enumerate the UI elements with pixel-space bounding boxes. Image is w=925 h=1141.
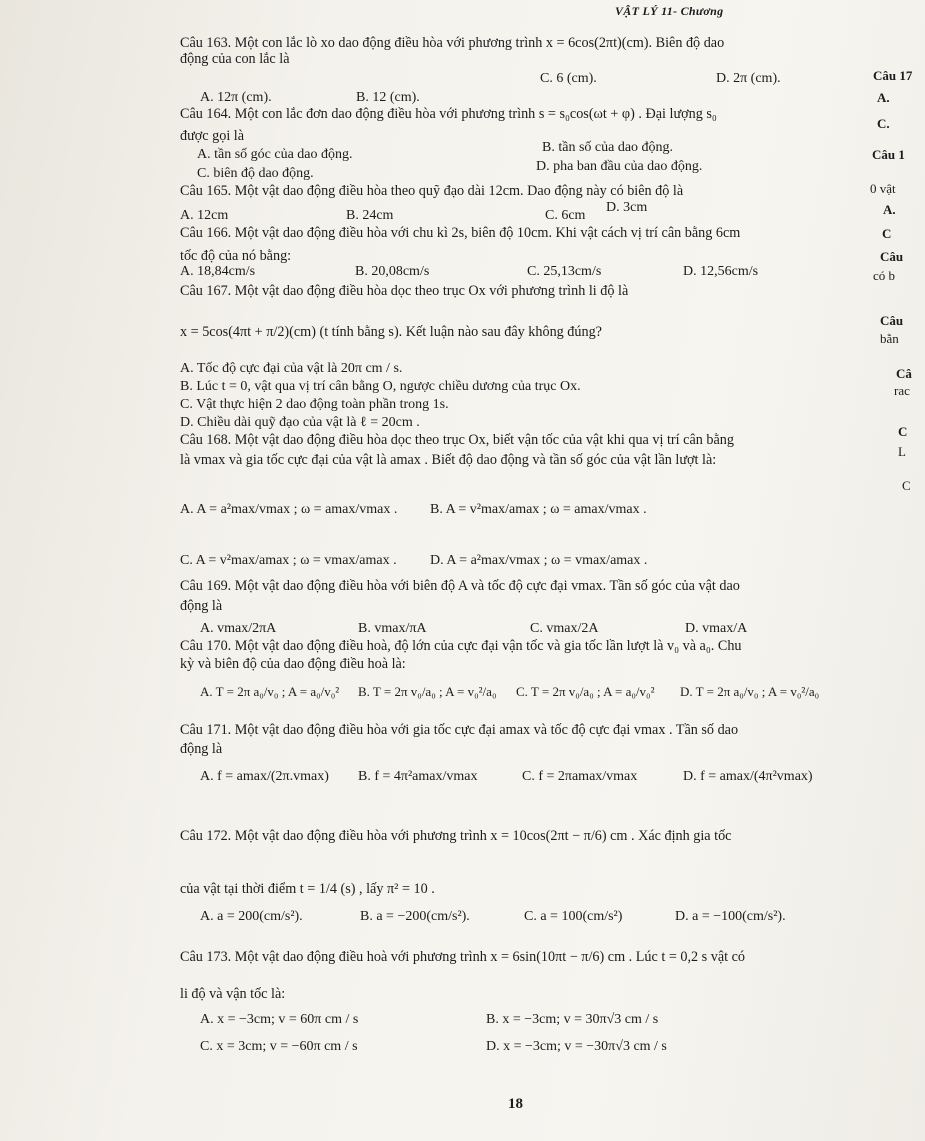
edge-text: Câ [896,366,912,381]
q164-stem: Câu 164. Một con lắc đơn dao động điều hòa với phương trình s = s₀cos(ωt + φ) . Đại lượng s₀ [180,106,717,122]
q164-stem2: được gọi là [180,128,245,144]
q169-stem: Câu 169. Một vật dao động điều hòa với biên độ A và tốc độ cực đại vmax. Tần số góc của vật dao [180,578,740,594]
q170-option-d: D. T = 2π a₀/v₀ ; A = v₀²/a₀ [680,684,820,699]
q170-option-a: A. T = 2π a₀/v₀ ; A = a₀/v₀² [200,684,340,699]
q173-option-a: A. x = −3cm; v = 60π cm / s [200,1012,359,1027]
q169-stem2: động là [180,598,223,614]
q167-option-d: D. Chiều dài quỹ đạo của vật là ℓ = 20cm . [180,415,420,430]
q171-option-d: D. f = amax/(4π²vmax) [683,769,813,784]
q163-option-b: B. 12 (cm). [356,90,420,105]
page-header: VẬT LÝ 11- Chương [615,4,724,18]
q168-stem: Câu 168. Một vật dao động điều hòa dọc theo trục Ox, biết vận tốc của vật khi qua vị trí cân bằng [180,432,734,448]
q170-stem2: kỳ và biên độ của dao động điều hoà là: [180,656,406,672]
edge-text: 0 vật [870,181,896,196]
edge-text: C [898,424,908,439]
q171-option-c: C. f = 2πamax/vmax [522,769,638,784]
q165-stem: Câu 165. Một vật dao động điều hòa theo quỹ đạo dài 12cm. Dao động này có biên độ là [180,183,684,199]
edge-text: C. [877,116,890,131]
edge-text: A. [883,202,896,217]
q172-stem2: của vật tại thời điểm t = 1/4 (s) , lấy π² = 10 . [180,881,435,897]
q164-option-b: B. tần số của dao động. [542,140,674,155]
edge-text: Câu [880,313,904,328]
q166-option-a: A. 18,84cm/s [180,264,256,279]
q173-option-d: D. x = −3cm; v = −30π√3 cm / s [486,1039,667,1054]
q170-stem: Câu 170. Một vật dao động điều hoà, độ lớn của cực đại vận tốc và gia tốc lần lượt là v₀ và a₀. Chu [180,638,742,654]
q167-option-a: A. Tốc độ cực đại của vật là 20π cm / s. [180,361,403,376]
q172-stem: Câu 172. Một vật dao động điều hòa với phương trình x = 10cos(2πt − π/6) cm . Xác định gia tốc [180,828,732,844]
edge-text: A. [877,90,890,105]
q169-option-d: D. vmax/A [685,621,748,636]
q173-option-c: C. x = 3cm; v = −60π cm / s [200,1039,358,1054]
q170-option-b: B. T = 2π v₀/a₀ ; A = v₀²/a₀ [358,684,497,699]
q164-option-c: C. biên độ dao động. [197,166,314,181]
q166-stem2: tốc độ của nó bằng: [180,248,292,264]
q165-option-a: A. 12cm [180,208,229,223]
edge-text: Câu [880,249,904,264]
q173-stem2: li độ và vận tốc là: [180,986,286,1002]
q166-option-c: C. 25,13cm/s [527,264,602,279]
q163-option-a: A. 12π (cm). [200,90,272,105]
q168-stem2: là vmax và gia tốc cực đại của vật là amax . Biết độ dao động và tần số góc của vật lần lượt là: [180,452,717,468]
q165-option-c: C. 6cm [545,208,586,223]
q173-stem: Câu 173. Một vật dao động điều hoà với phương trình x = 6sin(10πt − π/6) cm . Lúc t = 0,2 s vật có [180,949,746,965]
q168-option-b: B. A = v²max/amax ; ω = amax/vmax . [430,502,647,517]
q163-stem2: động của con lắc là [180,51,290,67]
q163-option-c: C. 6 (cm). [540,71,597,86]
q163-option-d: D. 2π (cm). [716,71,781,86]
q173-option-b: B. x = −3cm; v = 30π√3 cm / s [486,1012,659,1027]
q169-option-c: C. vmax/2A [530,621,599,636]
q165-option-b: B. 24cm [346,208,394,223]
edge-text: Câu 17 [873,68,913,83]
q163-stem: Câu 163. Một con lắc lò xo dao động điều hòa với phương trình x = 6cos(2πt)(cm). Biên độ dao [180,35,725,51]
q166-option-b: B. 20,08cm/s [355,264,430,279]
q165-option-d: D. 3cm [606,200,648,215]
q172-option-c: C. a = 100(cm/s²) [524,909,623,924]
q164-option-a: A. tần số góc của dao động. [197,147,353,162]
edge-text: Câu 1 [872,147,905,162]
q172-option-a: A. a = 200(cm/s²). [200,909,303,924]
q171-option-a: A. f = amax/(2π.vmax) [200,769,329,784]
q170-option-c: C. T = 2π v₀/a₀ ; A = a₀/v₀² [516,684,655,699]
edge-text: có b [873,268,896,283]
edge-text: bằn [880,331,899,346]
q164-option-d: D. pha ban đầu của dao động. [536,159,703,174]
edge-text: rac [894,383,910,398]
q168-option-a: A. A = a²max/vmax ; ω = amax/vmax . [180,502,398,517]
q172-option-d: D. a = −100(cm/s²). [675,909,786,924]
q172-option-b: B. a = −200(cm/s²). [360,909,470,924]
q166-stem: Câu 166. Một vật dao động điều hòa với chu kì 2s, biên độ 10cm. Khi vật cách vị trí cân bằng 6cm [180,225,741,241]
edge-text: C [902,478,911,493]
q167-equation: x = 5cos(4πt + π/2)(cm) (t tính bằng s). Kết luận nào sau đây không đúng? [180,324,602,340]
q167-stem: Câu 167. Một vật dao động điều hòa dọc theo trục Ox với phương trình li độ là [180,283,629,299]
edge-text: L [898,444,906,459]
edge-text: C [882,226,892,241]
q168-option-d: D. A = a²max/vmax ; ω = vmax/amax . [430,553,648,568]
page-number: 18 [508,1096,523,1112]
q171-stem: Câu 171. Một vật dao động điều hòa với gia tốc cực đại amax và tốc độ cực đại vmax . Tần số dao [180,722,739,738]
q169-option-a: A. vmax/2πA [200,621,277,636]
q171-option-b: B. f = 4π²amax/vmax [358,769,478,784]
q166-option-d: D. 12,56cm/s [683,264,759,279]
q167-option-b: B. Lúc t = 0, vật qua vị trí cân bằng O, ngược chiều dương của trục Ox. [180,379,581,394]
q167-option-c: C. Vật thực hiện 2 dao động toàn phần trong 1s. [180,397,449,412]
q169-option-b: B. vmax/πA [358,621,427,636]
q168-option-c: C. A = v²max/amax ; ω = vmax/amax . [180,553,397,568]
q171-stem2: động là [180,741,223,757]
